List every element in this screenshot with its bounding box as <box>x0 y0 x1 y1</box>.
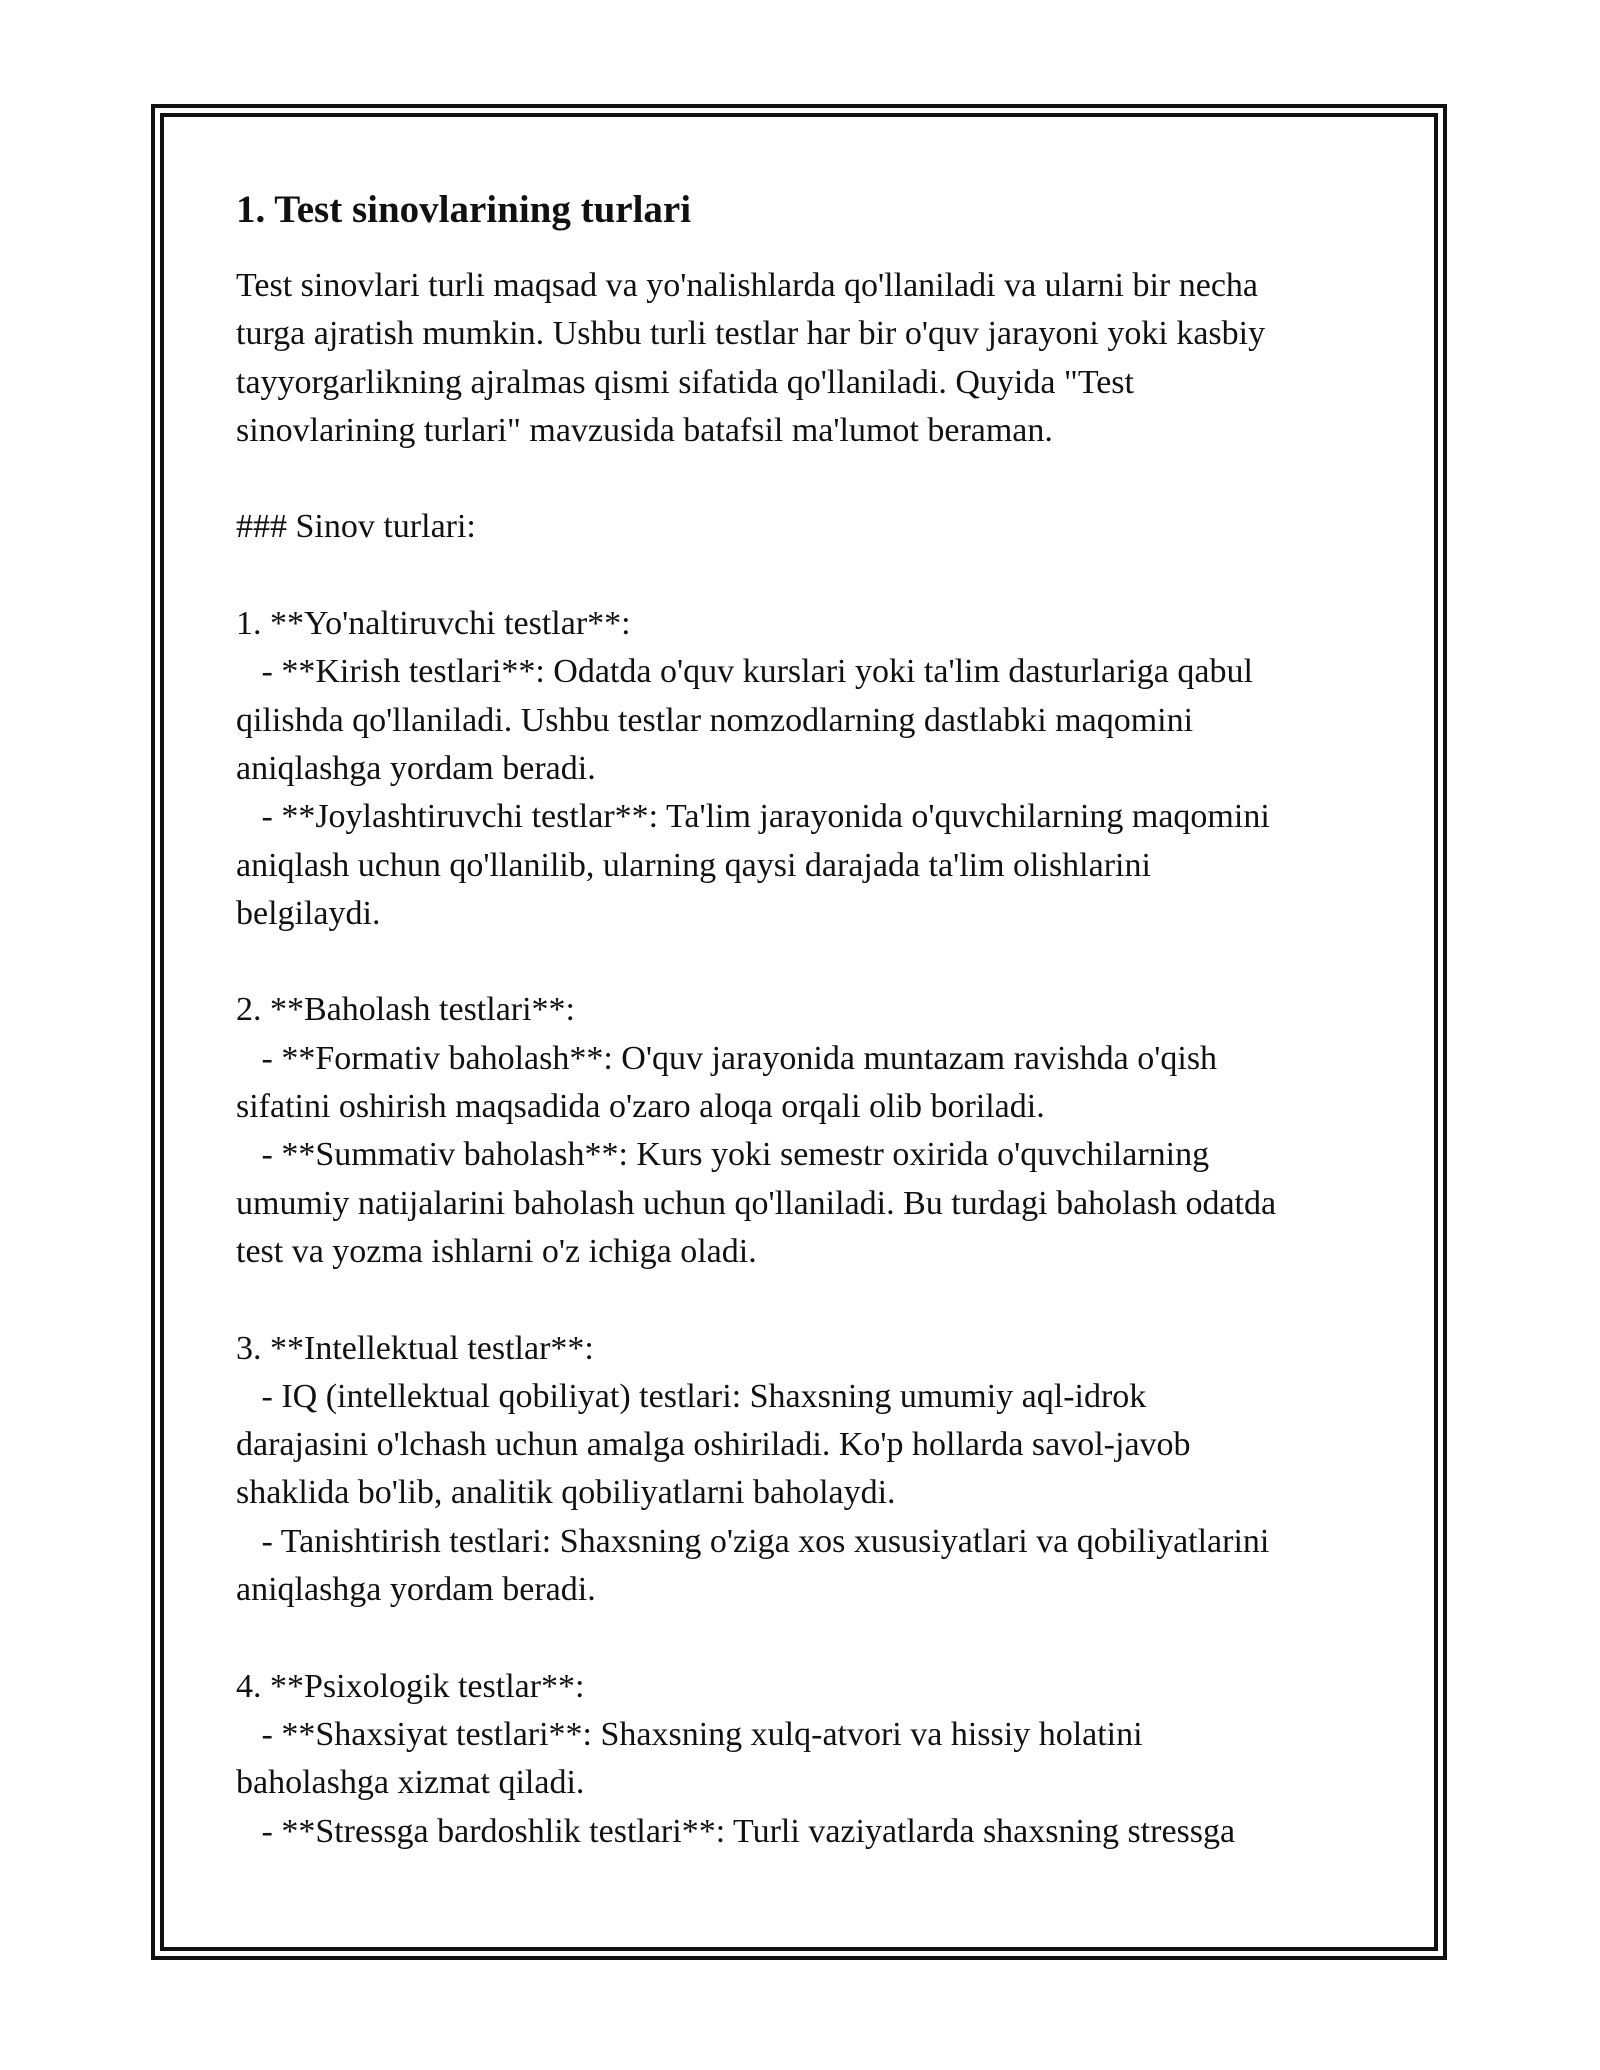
text-line: test va yozma ishlarni o'z ichiga oladi. <box>236 1232 757 1270</box>
blank-line <box>236 455 1376 503</box>
text-line: baholashga xizmat qiladi. <box>236 1764 585 1802</box>
list-heading: 3. **Intellektual testlar**: <box>236 1329 594 1367</box>
blank-line <box>236 552 1376 600</box>
text-line: shaklida bo'lib, analitik qobiliyatlarni baholaydi. <box>236 1474 896 1512</box>
text-line: - **Shaxsiyat testlari**: Shaxsning xulq-atvori va hissiy holatini <box>236 1715 1143 1753</box>
list-heading: 2. **Baholash testlari**: <box>236 991 576 1029</box>
blank-line <box>236 1614 1376 1662</box>
text-line: aniqlash uchun qo'llanilib, ularning qaysi darajada ta'lim olishlarini <box>236 846 1151 884</box>
text-line: sifatini oshirish maqsadida o'zaro aloqa orqali olib boriladi. <box>236 1088 1045 1126</box>
text-line: - **Summativ baholash**: Kurs yoki semestr oxirida o'quvchilarning <box>236 1136 1210 1174</box>
text-line: tayyorgarlikning ajralmas qismi sifatida qo'llaniladi. Quyida "Test <box>236 363 1134 401</box>
text-line: belgilaydi. <box>236 894 381 932</box>
subheading-line: ### Sinov turlari: <box>236 508 476 546</box>
text-line: - **Stressga bardoshlik testlari**: Turli vaziyatlarda shaxsning stressga <box>236 1812 1236 1850</box>
text-line: - IQ (intellektual qobiliyat) testlari: Shaxsning umumiy aql-idrok <box>236 1377 1147 1415</box>
text-line: - **Formativ baholash**: O'quv jarayonida muntazam ravishda o'qish <box>236 1039 1218 1077</box>
text-line: qilishda qo'llaniladi. Ushbu testlar nomzodlarning dastlabki maqomini <box>236 701 1194 739</box>
blank-line <box>236 938 1376 986</box>
document-body <box>236 186 1376 1856</box>
text-line: darajasini o'lchash uchun amalga oshiriladi. Ko'p hollarda savol-javob <box>236 1426 1191 1464</box>
text-line: turga ajratish mumkin. Ushbu turli testlar har bir o'quv jarayoni yoki kasbiy <box>236 315 1266 353</box>
blank-line <box>236 1276 1376 1324</box>
text-line: sinovlarining turlari" mavzusida batafsil ma'lumot beraman. <box>236 411 1053 449</box>
text-line: aniqlashga yordam beradi. <box>236 749 596 787</box>
list-heading: 4. **Psixologik testlar**: <box>236 1667 585 1705</box>
text-line: - Tanishtirish testlari: Shaxsning o'ziga xos xususiyatlari va qobiliyatlarini <box>236 1522 1270 1560</box>
section-heading: 1. Test sinovlarining turlari <box>236 188 692 231</box>
text-line: Test sinovlari turli maqsad va yo'nalishlarda qo'llaniladi va ularni bir necha <box>236 267 1259 304</box>
text-line: aniqlashga yordam beradi. <box>236 1571 596 1609</box>
paragraph-block <box>236 262 1376 1856</box>
text-line: umumiy natijalarini baholash uchun qo'llaniladi. Bu turdagi baholash odatda <box>236 1184 1277 1222</box>
text-line: - **Kirish testlari**: Odatda o'quv kurslari yoki ta'lim dasturlariga qabul <box>236 653 1253 691</box>
list-heading: 1. **Yo'naltiruvchi testlar**: <box>236 605 631 643</box>
text-line: - **Joylashtiruvchi testlar**: Ta'lim jarayonida o'quvchilarning maqomini <box>236 798 1270 836</box>
